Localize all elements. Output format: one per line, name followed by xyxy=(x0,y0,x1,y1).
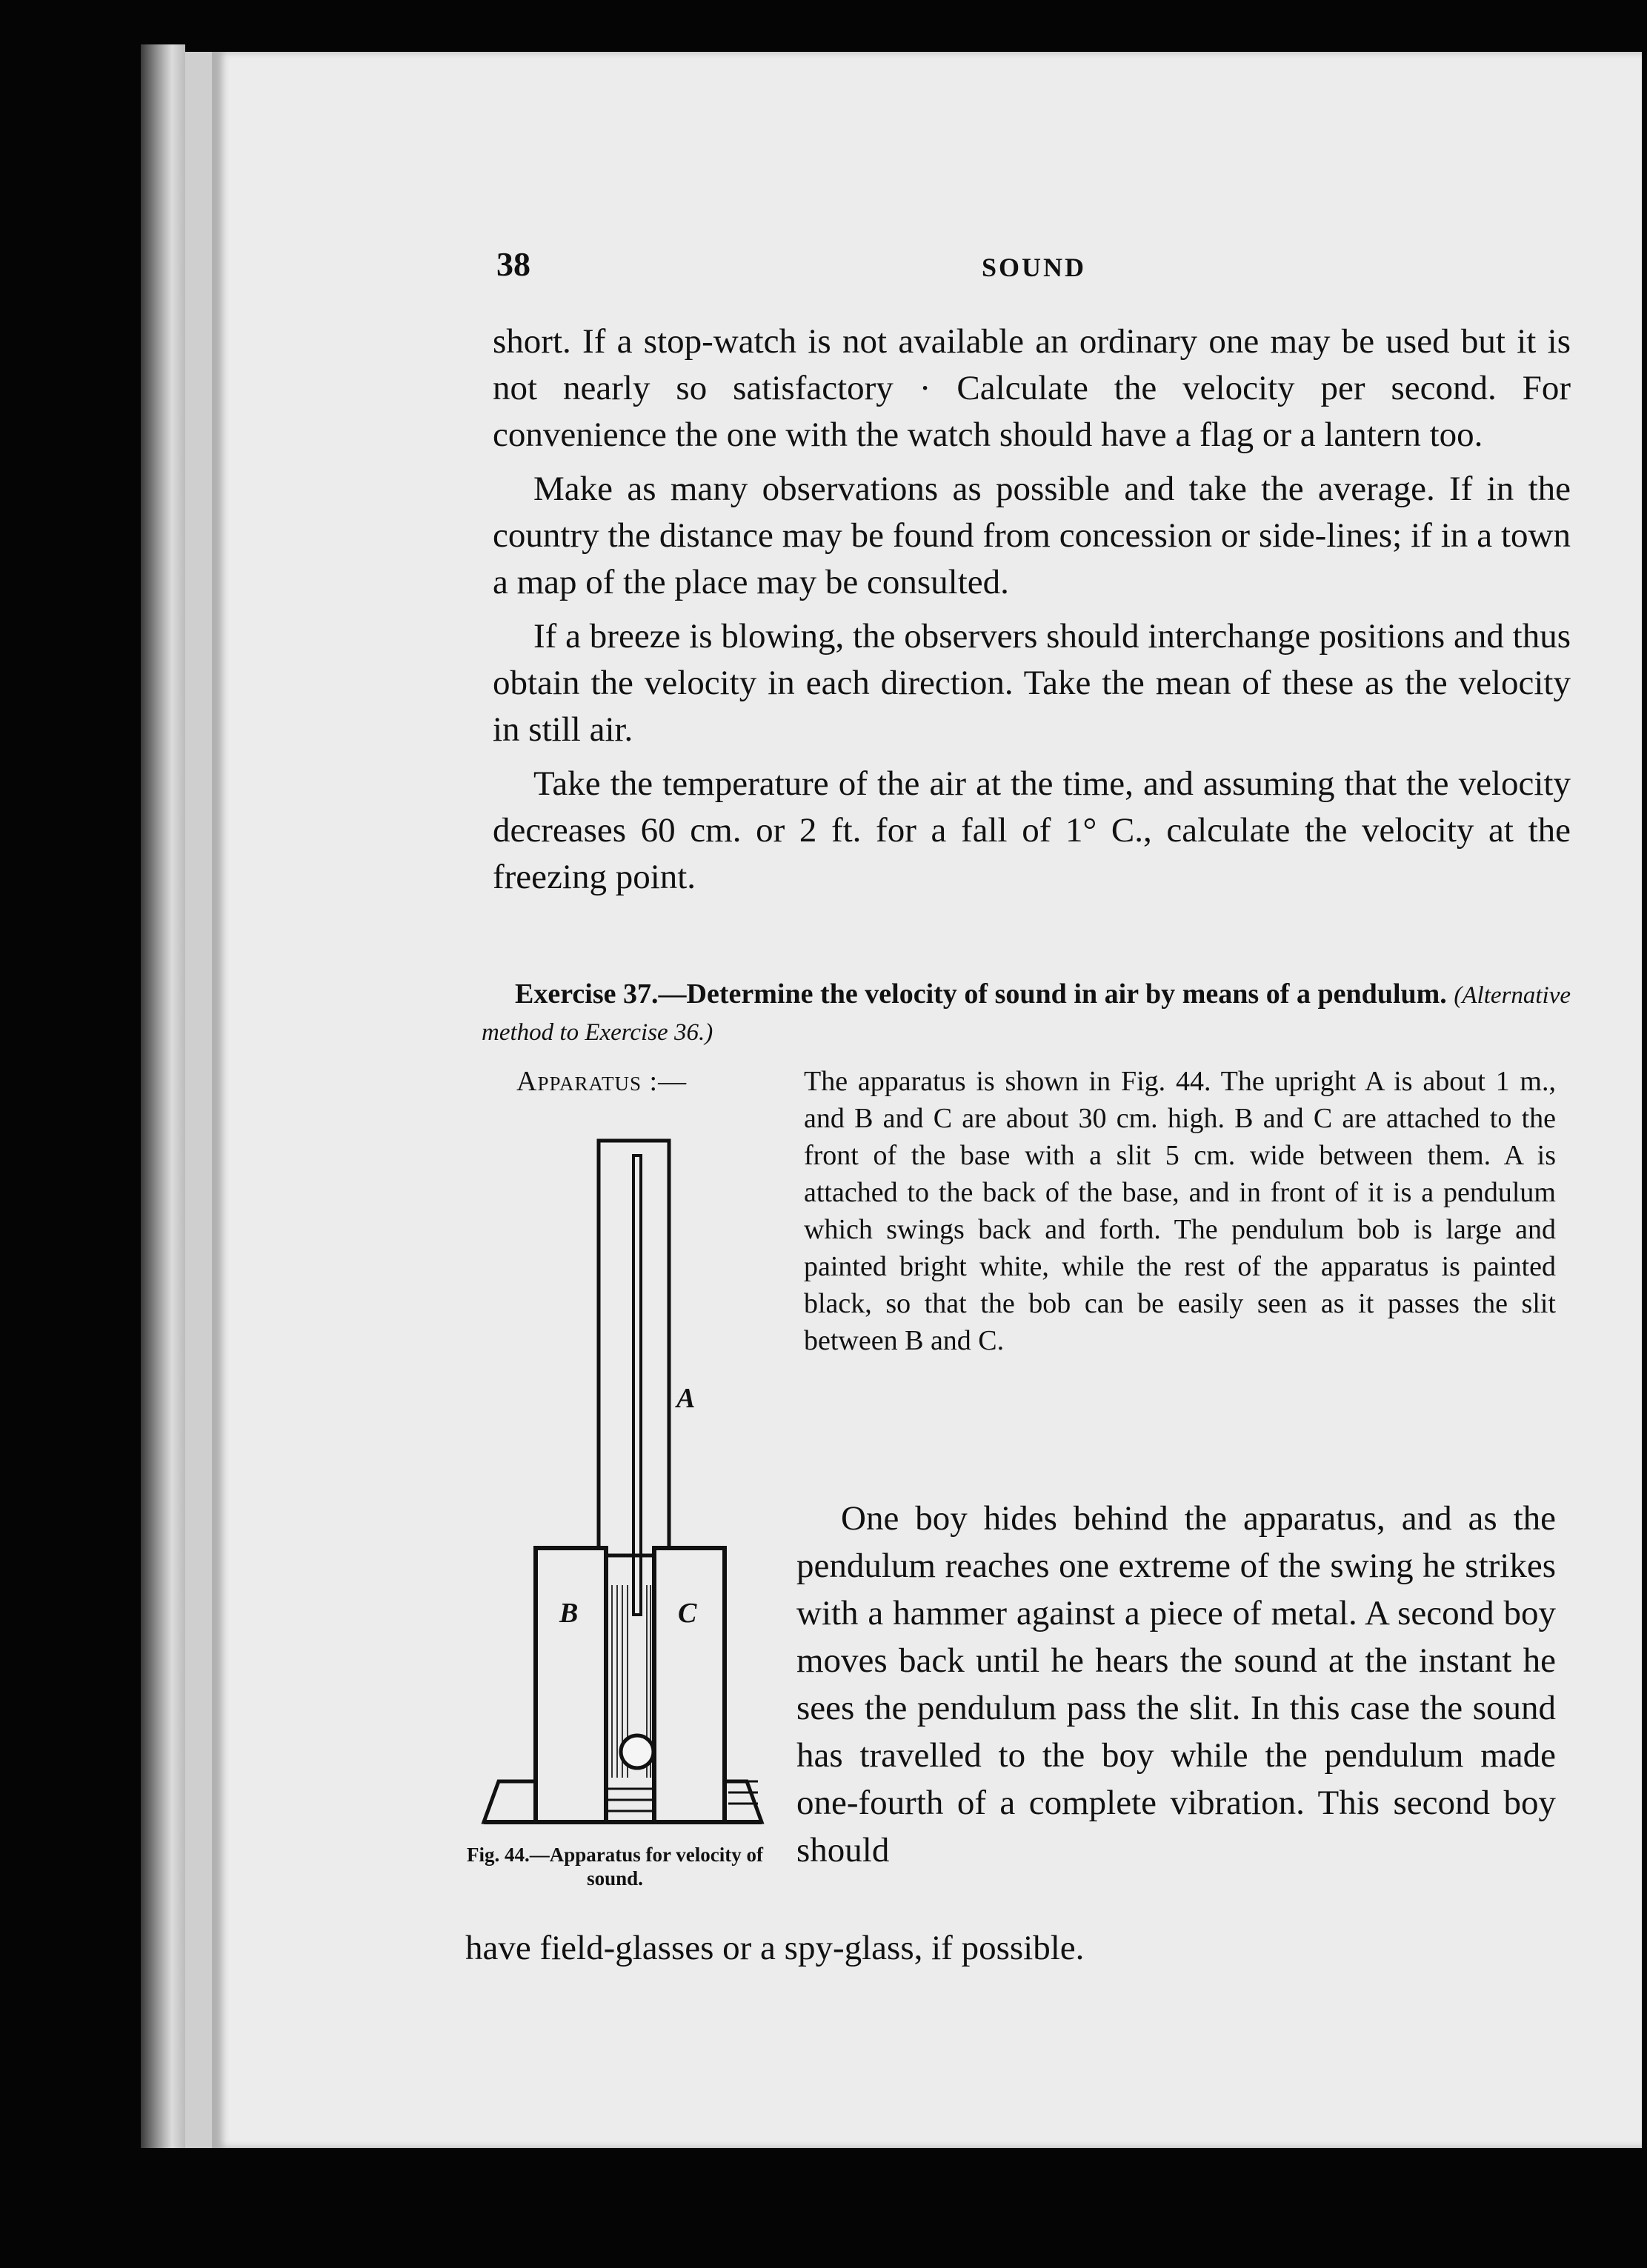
procedure-paragraph: One boy hides behind the apparatus, and as the pendulum reaches one extreme of the swing he strikes with a hammer against a piece of metal. A second boy moves back until he hears the sound at the instant he sees the pendulum pass the slit. In this case the sound has travelled to the boy while the pendulum made one-fourth of a complete vibration. This second boy should xyxy=(796,1499,1556,1870)
base-left xyxy=(484,1781,536,1822)
apparatus-text: The apparatus is shown in Fig. 44. The upright A is about 1 m., and B and C are about 30 cm. high. B and C are attached to the front of the base with a slit 5 cm. wide between them. A is attached to the back of the base, and in front of it is a pendulum which swings back and forth. The pendulum bob is large and painted bright white, while the rest of the apparatus is painted black, so that the bob can be easily seen as it passes the slit between B and C. xyxy=(804,1066,1556,1356)
exercise-heading xyxy=(482,976,1571,1050)
label-a: A xyxy=(676,1383,696,1414)
pendulum-apparatus-figure xyxy=(473,1126,769,1830)
exercise-title: Exercise 37.—Determine the velocity of sound in air by means of a pendulum. xyxy=(515,978,1447,1010)
paragraph-3: If a breeze is blowing, the observers should interchange positions and thus obtain the velocity in each direction. Take the mean of these as the velocity in still air. xyxy=(493,617,1571,749)
running-head xyxy=(496,244,1571,289)
paragraph-2: Make as many observations as possible and take the average. If in the country the distance may be found from concession or side-lines; if in a town a map of the place may be consulted. xyxy=(493,470,1571,601)
block-b xyxy=(536,1548,606,1822)
base-right xyxy=(725,1781,762,1822)
procedure-text xyxy=(796,1495,1556,1874)
procedure-last-line: have field-glasses or a spy-glass, if possible. xyxy=(465,1929,1085,1967)
chapter-title: SOUND xyxy=(982,253,1087,282)
pendulum-rod xyxy=(633,1155,641,1615)
apparatus-description xyxy=(804,1063,1556,1359)
figure-caption: Fig. 44.—Apparatus for velocity of sound. xyxy=(467,1844,763,1890)
label-b: B xyxy=(559,1598,579,1629)
body-text xyxy=(493,318,1571,908)
paragraph-4: Take the temperature of the air at the time, and assuming that the velocity decreases 60 cm. or 2 ft. for a fall of 1° C., calculate the velocity at the freezing point. xyxy=(493,764,1571,896)
apparatus-label: Apparatus :— xyxy=(516,1066,688,1097)
exercise-note: (Alternative method to Exercise 36.) xyxy=(482,982,1571,1046)
book-page-edge xyxy=(141,44,185,2148)
label-c: C xyxy=(678,1598,697,1629)
paragraph-1: short. If a stop-watch is not available an ordinary one may be used but it is not nearly so satisfactory · Calculate the velocity per second. For convenience the one with the watch should have a flag or a lantern too. xyxy=(493,322,1571,454)
page-number: 38 xyxy=(496,245,530,283)
pendulum-bob xyxy=(621,1735,653,1768)
block-c xyxy=(654,1548,725,1822)
